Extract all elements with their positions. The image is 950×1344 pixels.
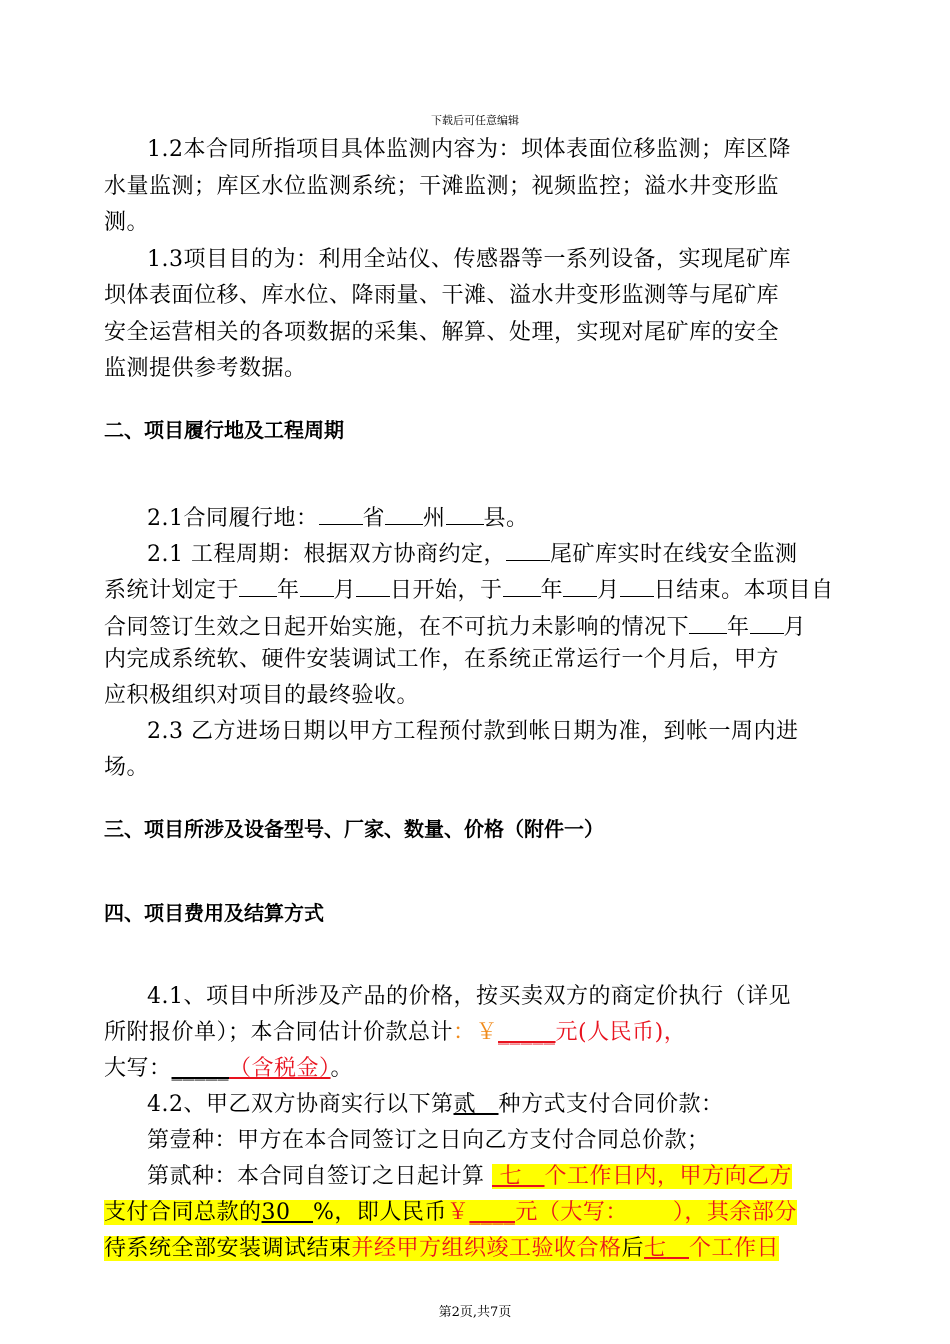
para-1-2-line2: 水量监测；库区水位监测系统；干滩监测；视频监控；溢水井变形监 <box>104 174 780 199</box>
para-4-1-line2: 所附报价单）；本合同估计价款总计：￥_____元(人民币)， <box>104 1020 687 1045</box>
para-1-2-line1: 1.2本合同所指项目具体监测内容为：坝体表面位移监测；库区降 <box>147 137 791 162</box>
para-4-2-option2-line3: 待系统全部安装调试结束并经甲方组织竣工验收合格后七 个工作日 <box>104 1236 780 1261</box>
para-1-3-line1: 1.3项目目的为：利用全站仪、传感器等一系列设备，实现尾矿库 <box>147 247 791 272</box>
para-4-2-option2-line1: 第贰种：本合同自签订之日起计算 七 个工作日内，甲方向乙方 <box>147 1164 793 1189</box>
para-2-1-period-line3: 合同签订生效之日起开始实施，在不可抗力未影响的情况下 年 月 <box>104 609 806 643</box>
para-4-2-option2-line2: 支付合同总款的30 %，即人民币￥____元（大写： ），其余部分 <box>104 1200 797 1225</box>
section-3-heading: 三、项目所涉及设备型号、厂家、数量、价格（附件一） <box>104 817 604 841</box>
para-2-1-period-line1: 2.1 工程周期：根据双方协商约定， 尾矿库实时在线安全监测 <box>147 536 798 570</box>
para-1-3-line3: 安全运营相关的各项数据的采集、解算、处理，实现对尾矿库的安全 <box>104 320 780 345</box>
para-2-3-line2: 场。 <box>104 755 150 780</box>
para-4-1-line1: 4.1、项目中所涉及产品的价格，按买卖双方的商定价执行（详见 <box>147 984 791 1009</box>
para-2-1-place: 2.1合同履行地： 省 州 县。 <box>147 500 529 534</box>
para-2-1-period-line4: 内完成系统软、硬件安装调试工作，在系统正常运行一个月后，甲方 <box>104 647 780 672</box>
para-4-1-line3: 大写：_____（含税金）。 <box>104 1056 354 1081</box>
para-2-1-period-line2: 系统计划定于 年 月 日开始，于 年 月 日结束。本项目自 <box>104 572 834 606</box>
para-2-3-line1: 2.3 乙方进场日期以甲方工程预付款到帐日期为准，到帐一周内进 <box>147 719 799 744</box>
section-4-heading: 四、项目费用及结算方式 <box>104 901 324 925</box>
para-1-3-line4: 监测提供参考数据。 <box>104 356 307 381</box>
page-footer: 第2页,共7页 <box>438 1305 512 1320</box>
para-4-2-option1: 第壹种：甲方在本合同签订之日向乙方支付合同总价款； <box>147 1128 710 1153</box>
para-1-3-line2: 坝体表面位移、库水位、降雨量、干滩、溢水井变形监测等与尾矿库 <box>104 283 780 308</box>
para-2-1-period-line5: 应积极组织对项目的最终验收。 <box>104 683 420 708</box>
para-1-2-line3: 测。 <box>104 210 150 235</box>
section-2-heading: 二、项目履行地及工程周期 <box>104 418 344 442</box>
page-header: 下载后可任意编辑 <box>431 114 519 127</box>
para-4-2-line1: 4.2、甲乙双方协商实行以下第贰 种方式支付合同价款： <box>147 1092 724 1117</box>
